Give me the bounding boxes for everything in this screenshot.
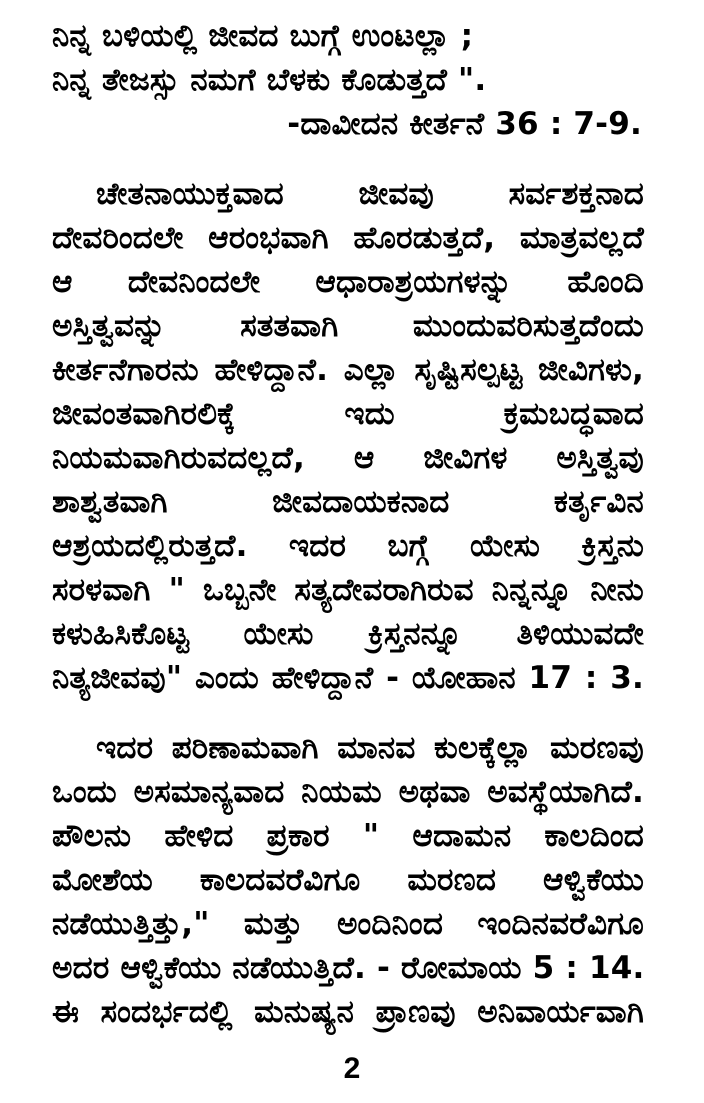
text-line: ಕೀರ್ತನೆಗಾರನು ಹೇಳಿದ್ದಾನೆ. ಎಲ್ಲಾ ಸೃಷ್ಟಿಸಲ್ಪಟ್ಟ ಜೀವಿಗಳು, — [52, 352, 644, 388]
text-line: ಆಶ್ರಯದಲ್ಲಿರುತ್ತದೆ. ಇದರ ಬಗ್ಗೆ ಯೇಸು ಕ್ರಿಸ್ತನು — [52, 528, 644, 564]
page-number: 2 — [343, 1052, 361, 1085]
quote-line: ನಿನ್ನ ಬಳಿಯಲ್ಲಿ ಜೀವದ ಬುಗ್ಗೆ ಉಂಟಲ್ಲಾ ; — [52, 18, 474, 54]
quote-line: ನಿನ್ನ ತೇಜಸ್ಸು ನಮಗೆ ಬೆಳಕು ಕೊಡುತ್ತದೆ ". — [52, 62, 487, 98]
text-line: ಅಸ್ತಿತ್ವವನ್ನು ಸತತವಾಗಿ ಮುಂದುವರಿಸುತ್ತದೆಂದು — [52, 308, 644, 344]
text-line: ಶಾಶ್ವತವಾಗಿ ಜೀವದಾಯಕನಾದ ಕರ್ತೃವಿನ — [52, 484, 644, 520]
text-line: ನಡೆಯುತ್ತಿತ್ತು," ಮತ್ತು ಅಂದಿನಿಂದ ಇಂದಿನವರೆವಿಗೂ — [52, 906, 644, 942]
text-line: ನಿಯಮವಾಗಿರುವದಲ್ಲದೆ, ಆ ಜೀವಿಗಳ ಅಸ್ತಿತ್ವವು — [52, 440, 644, 476]
text-line: ನಿತ್ಯಜೀವವು" ಎಂದು ಹೇಳಿದ್ದಾನೆ - ಯೋಹಾನ 17 : 3. — [52, 660, 644, 696]
paragraph-1 — [52, 172, 644, 700]
paragraph-gap — [52, 146, 644, 172]
text-line: ಇದರ ಪರಿಣಾಮವಾಗಿ ಮಾನವ ಕುಲಕ್ಕೆಲ್ಲಾ ಮರಣವು — [96, 730, 644, 766]
text-line: ಜೀವಂತವಾಗಿರಲಿಕ್ಕೆ ಇದು ಕ್ರಮಬದ್ಧವಾದ — [52, 396, 644, 432]
paragraph-2 — [52, 726, 644, 1034]
quote-reference: -ದಾವೀದನ ಕೀರ್ತನೆ 36 : 7-9. — [287, 106, 642, 142]
text-line: ಚೇತನಾಯುಕ್ತವಾದ ಜೀವವು ಸರ್ವಶಕ್ತನಾದ — [96, 176, 644, 212]
text-line: ಈ ಸಂದರ್ಭದಲ್ಲಿ ಮನುಷ್ಯನ ಪ್ರಾಣವು ಅನಿವಾರ್ಯವಾಗಿ — [52, 994, 644, 1030]
text-line: ಮೋಶೆಯ ಕಾಲದವರೆವಿಗೂ ಮರಣದ ಆಳ್ವಿಕೆಯು — [52, 862, 644, 898]
text-line: ಅದರ ಆಳ್ವಿಕೆಯು ನಡೆಯುತ್ತಿದೆ. - ರೋಮಾಯ 5 : 14. — [52, 950, 645, 986]
text-line: ಪೌಲನು ಹೇಳಿದ ಪ್ರಕಾರ " ಆದಾಮನ ಕಾಲದಿಂದ — [52, 818, 644, 854]
text-line: ಸರಳವಾಗಿ " ಒಬ್ಬನೇ ಸತ್ಯದೇವರಾಗಿರುವ ನಿನ್ನನ್ನೂ ನೀನು — [52, 572, 644, 608]
text-line: ಕಳುಹಿಸಿಕೊಟ್ಟ ಯೇಸು ಕ್ರಿಸ್ತನನ್ನೂ ತಿಳಿಯುವದೇ — [52, 616, 644, 652]
text-line: ಆ ದೇವನಿಂದಲೇ ಆಧಾರಾಶ್ರಯಗಳನ್ನು ಹೊಂದಿ — [52, 264, 644, 300]
text-line: ದೇವರಿಂದಲೇ ಆರಂಭವಾಗಿ ಹೊರಡುತ್ತದೆ, ಮಾತ್ರವಲ್ಲದೆ — [52, 220, 644, 256]
paragraph-gap — [52, 700, 644, 726]
quote-block — [52, 14, 644, 146]
text-line: ಒಂದು ಅಸಮಾನ್ಯವಾದ ನಿಯಮ ಅಥವಾ ಅವಸ್ಥೆಯಾಗಿದೆ. — [52, 774, 644, 810]
